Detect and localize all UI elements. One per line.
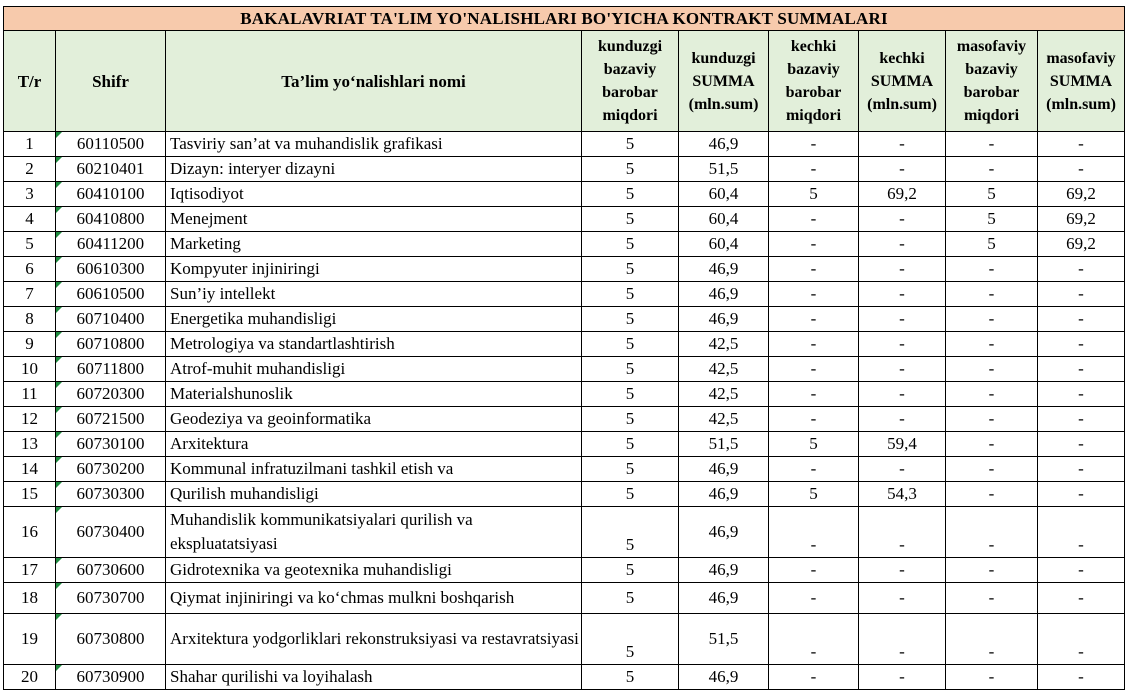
table-row [4, 157, 1125, 182]
dist-base-cell[interactable]: - [946, 457, 1038, 482]
day-sum-cell[interactable]: 60,4 [679, 207, 769, 232]
day-base-cell[interactable]: 5 [582, 132, 679, 157]
header-num[interactable]: T/r [4, 31, 56, 132]
header-eve-base[interactable]: kechki bazaviy barobar miqdori [769, 31, 859, 132]
code-cell[interactable]: 60210401 [56, 157, 166, 182]
day-sum-cell[interactable]: 46,9 [679, 558, 769, 583]
eve-sum-cell[interactable]: - [859, 157, 946, 182]
dist-sum-cell[interactable]: - [1038, 307, 1125, 332]
dist-sum-cell[interactable]: - [1038, 357, 1125, 382]
row-number-cell[interactable]: 9 [4, 332, 56, 357]
row-number-cell[interactable]: 5 [4, 232, 56, 257]
table-row [4, 282, 1125, 307]
dist-base-cell[interactable]: - [946, 558, 1038, 583]
dist-sum-cell[interactable]: - [1038, 432, 1125, 457]
day-base-cell[interactable]: 5 [582, 482, 679, 507]
name-cell[interactable]: Marketing [166, 232, 582, 257]
dist-base-cell[interactable]: - [946, 257, 1038, 282]
eve-sum-cell[interactable]: - [859, 232, 946, 257]
eve-sum-cell[interactable]: - [859, 665, 946, 690]
eve-base-cell[interactable]: - [769, 207, 859, 232]
eve-sum-cell[interactable]: - [859, 132, 946, 157]
day-sum-cell[interactable]: 42,5 [679, 332, 769, 357]
day-base-cell[interactable]: 5 [582, 558, 679, 583]
code-cell[interactable]: 60110500 [56, 132, 166, 157]
day-base-cell[interactable]: 5 [582, 282, 679, 307]
row-number-cell[interactable]: 12 [4, 407, 56, 432]
row-number-cell[interactable]: 6 [4, 257, 56, 282]
row-number-cell[interactable]: 15 [4, 482, 56, 507]
table-row [4, 614, 1125, 665]
name-cell[interactable]: Qurilish muhandisligi [166, 482, 582, 507]
dist-base-cell[interactable]: - [946, 507, 1038, 558]
day-sum-cell[interactable]: 46,9 [679, 507, 769, 558]
dist-sum-cell[interactable]: - [1038, 482, 1125, 507]
row-number-cell[interactable]: 14 [4, 457, 56, 482]
dist-base-cell[interactable]: - [946, 583, 1038, 614]
table-row [4, 307, 1125, 332]
eve-base-cell[interactable]: - [769, 665, 859, 690]
day-base-cell[interactable]: 5 [582, 432, 679, 457]
eve-sum-cell[interactable]: - [859, 558, 946, 583]
table-row [4, 232, 1125, 257]
day-sum-cell[interactable]: 42,5 [679, 407, 769, 432]
eve-base-cell[interactable]: - [769, 457, 859, 482]
eve-sum-cell[interactable]: - [859, 614, 946, 665]
eve-base-cell[interactable]: - [769, 332, 859, 357]
contract-amounts-table [3, 6, 1125, 690]
dist-sum-cell[interactable]: 69,2 [1038, 232, 1125, 257]
eve-base-cell[interactable]: - [769, 357, 859, 382]
eve-base-cell[interactable]: - [769, 157, 859, 182]
row-number-cell[interactable]: 16 [4, 507, 56, 558]
table-row [4, 357, 1125, 382]
row-number-cell[interactable]: 19 [4, 614, 56, 665]
dist-base-cell[interactable]: - [946, 157, 1038, 182]
code-cell[interactable]: 60730900 [56, 665, 166, 690]
eve-sum-cell[interactable]: - [859, 457, 946, 482]
eve-base-cell[interactable]: 5 [769, 182, 859, 207]
table-row [4, 482, 1125, 507]
day-sum-cell[interactable]: 42,5 [679, 382, 769, 407]
dist-sum-cell[interactable]: - [1038, 614, 1125, 665]
day-sum-cell[interactable]: 46,9 [679, 282, 769, 307]
row-number-cell[interactable]: 2 [4, 157, 56, 182]
eve-base-cell[interactable]: - [769, 407, 859, 432]
name-cell[interactable]: Qiymat injiniringi va ko‘chmas mulkni boshqarish [166, 583, 582, 614]
table-row [4, 583, 1125, 614]
day-base-cell[interactable]: 5 [582, 207, 679, 232]
code-cell[interactable]: 60411200 [56, 232, 166, 257]
dist-sum-cell[interactable]: - [1038, 407, 1125, 432]
name-cell[interactable]: Kommunal infratuzilmani tashkil etish va [166, 457, 582, 482]
dist-sum-cell[interactable]: - [1038, 558, 1125, 583]
eve-sum-cell[interactable]: - [859, 282, 946, 307]
eve-sum-cell[interactable]: 54,3 [859, 482, 946, 507]
day-sum-cell[interactable]: 51,5 [679, 614, 769, 665]
eve-sum-cell[interactable]: - [859, 207, 946, 232]
eve-sum-cell[interactable]: - [859, 307, 946, 332]
code-cell[interactable]: 60730600 [56, 558, 166, 583]
eve-base-cell[interactable]: - [769, 583, 859, 614]
table-row [4, 407, 1125, 432]
dist-sum-cell[interactable]: - [1038, 157, 1125, 182]
dist-base-cell[interactable]: - [946, 665, 1038, 690]
row-number-cell[interactable]: 17 [4, 558, 56, 583]
dist-sum-cell[interactable]: - [1038, 332, 1125, 357]
eve-sum-cell[interactable]: - [859, 257, 946, 282]
name-cell[interactable]: Energetika muhandisligi [166, 307, 582, 332]
day-base-cell[interactable]: 5 [582, 457, 679, 482]
code-cell[interactable]: 60710800 [56, 332, 166, 357]
dist-base-cell[interactable]: - [946, 614, 1038, 665]
eve-base-cell[interactable]: - [769, 257, 859, 282]
code-cell[interactable]: 60721500 [56, 407, 166, 432]
code-cell[interactable]: 60730800 [56, 614, 166, 665]
name-cell[interactable]: Menejment [166, 207, 582, 232]
code-cell[interactable]: 60710400 [56, 307, 166, 332]
eve-base-cell[interactable]: - [769, 507, 859, 558]
day-base-cell[interactable]: 5 [582, 157, 679, 182]
row-number-cell[interactable]: 20 [4, 665, 56, 690]
code-cell[interactable]: 60610300 [56, 257, 166, 282]
header-day-base[interactable]: kunduzgi bazaviy barobar miqdori [582, 31, 679, 132]
header-code[interactable]: Shifr [56, 31, 166, 132]
dist-base-cell[interactable]: 5 [946, 207, 1038, 232]
table-body [4, 132, 1125, 690]
table-row [4, 207, 1125, 232]
name-cell[interactable]: Atrof-muhit muhandisligi [166, 357, 582, 382]
day-sum-cell[interactable]: 60,4 [679, 182, 769, 207]
day-base-cell[interactable]: 5 [582, 357, 679, 382]
eve-sum-cell[interactable]: - [859, 357, 946, 382]
day-base-cell[interactable]: 5 [582, 182, 679, 207]
table-row [4, 507, 1125, 558]
dist-sum-cell[interactable]: - [1038, 132, 1125, 157]
table-row [4, 182, 1125, 207]
dist-sum-cell[interactable]: 69,2 [1038, 182, 1125, 207]
eve-base-cell[interactable]: - [769, 282, 859, 307]
name-cell[interactable]: Materialshunoslik [166, 382, 582, 407]
eve-base-cell[interactable]: 5 [769, 482, 859, 507]
dist-base-cell[interactable]: - [946, 132, 1038, 157]
header-day-sum[interactable]: kunduzgi SUMMA (mln.sum) [679, 31, 769, 132]
eve-sum-cell[interactable]: - [859, 382, 946, 407]
eve-base-cell[interactable]: - [769, 558, 859, 583]
name-cell[interactable]: Geodeziya va geoinformatika [166, 407, 582, 432]
code-cell[interactable]: 60730300 [56, 482, 166, 507]
row-number-cell[interactable]: 4 [4, 207, 56, 232]
dist-base-cell[interactable]: - [946, 357, 1038, 382]
name-cell[interactable]: Arxitektura [166, 432, 582, 457]
eve-sum-cell[interactable]: 69,2 [859, 182, 946, 207]
name-cell[interactable]: Iqtisodiyot [166, 182, 582, 207]
day-sum-cell[interactable]: 46,9 [679, 457, 769, 482]
day-sum-cell[interactable]: 46,9 [679, 307, 769, 332]
day-sum-cell[interactable]: 46,9 [679, 257, 769, 282]
table-row [4, 132, 1125, 157]
table-row [4, 332, 1125, 357]
day-sum-cell[interactable]: 51,5 [679, 157, 769, 182]
dist-base-cell[interactable]: 5 [946, 232, 1038, 257]
row-number-cell[interactable]: 3 [4, 182, 56, 207]
name-cell[interactable]: Arxitektura yodgorliklari rekonstruksiyasi va restavratsiyasi [166, 614, 582, 665]
eve-sum-cell[interactable]: - [859, 583, 946, 614]
day-base-cell[interactable]: 5 [582, 332, 679, 357]
day-sum-cell[interactable]: 60,4 [679, 232, 769, 257]
eve-base-cell[interactable]: - [769, 614, 859, 665]
day-base-cell[interactable]: 5 [582, 382, 679, 407]
dist-base-cell[interactable]: - [946, 407, 1038, 432]
eve-sum-cell[interactable]: 59,4 [859, 432, 946, 457]
dist-sum-cell[interactable]: - [1038, 382, 1125, 407]
header-dist-sum[interactable]: masofaviy SUMMA (mln.sum) [1038, 31, 1125, 132]
dist-sum-cell[interactable]: - [1038, 507, 1125, 558]
dist-base-cell[interactable]: - [946, 482, 1038, 507]
day-base-cell[interactable]: 5 [582, 614, 679, 665]
code-cell[interactable]: 60720300 [56, 382, 166, 407]
eve-sum-cell[interactable]: - [859, 407, 946, 432]
table-row [4, 457, 1125, 482]
dist-base-cell[interactable]: - [946, 382, 1038, 407]
day-base-cell[interactable]: 5 [582, 407, 679, 432]
day-base-cell[interactable]: 5 [582, 583, 679, 614]
code-cell[interactable]: 60410100 [56, 182, 166, 207]
name-cell[interactable]: Gidrotexnika va geotexnika muhandisligi [166, 558, 582, 583]
row-number-cell[interactable]: 10 [4, 357, 56, 382]
code-cell[interactable]: 60610500 [56, 282, 166, 307]
day-sum-cell[interactable]: 46,9 [679, 583, 769, 614]
row-number-cell[interactable]: 13 [4, 432, 56, 457]
day-sum-cell[interactable]: 46,9 [679, 132, 769, 157]
code-cell[interactable]: 60730100 [56, 432, 166, 457]
name-cell[interactable]: Tasviriy san’at va muhandislik grafikasi [166, 132, 582, 157]
row-number-cell[interactable]: 11 [4, 382, 56, 407]
day-sum-cell[interactable]: 46,9 [679, 482, 769, 507]
day-base-cell[interactable]: 5 [582, 307, 679, 332]
header-dist-base[interactable]: masofaviy bazaviy barobar miqdori [946, 31, 1038, 132]
header-name[interactable]: Ta’lim yo‘nalishlari nomi [166, 31, 582, 132]
spreadsheet-table-container [3, 6, 1124, 690]
name-cell[interactable]: Muhandislik kommunikatsiyalari qurilish va ekspluatatsiyasi [166, 507, 582, 558]
eve-base-cell[interactable]: - [769, 307, 859, 332]
dist-base-cell[interactable]: - [946, 332, 1038, 357]
table-row [4, 432, 1125, 457]
dist-sum-cell[interactable]: - [1038, 583, 1125, 614]
eve-base-cell[interactable]: - [769, 232, 859, 257]
code-cell[interactable]: 60730400 [56, 507, 166, 558]
dist-sum-cell[interactable]: - [1038, 665, 1125, 690]
row-number-cell[interactable]: 1 [4, 132, 56, 157]
table-row [4, 257, 1125, 282]
dist-base-cell[interactable]: - [946, 432, 1038, 457]
day-base-cell[interactable]: 5 [582, 232, 679, 257]
eve-base-cell[interactable]: 5 [769, 432, 859, 457]
row-number-cell[interactable]: 8 [4, 307, 56, 332]
table-row [4, 382, 1125, 407]
code-cell[interactable]: 60410800 [56, 207, 166, 232]
day-sum-cell[interactable]: 51,5 [679, 432, 769, 457]
eve-sum-cell[interactable]: - [859, 507, 946, 558]
code-cell[interactable]: 60711800 [56, 357, 166, 382]
row-number-cell[interactable]: 18 [4, 583, 56, 614]
name-cell[interactable]: Kompyuter injiniringi [166, 257, 582, 282]
table-row [4, 558, 1125, 583]
eve-sum-cell[interactable]: - [859, 332, 946, 357]
dist-sum-cell[interactable]: - [1038, 257, 1125, 282]
code-cell[interactable]: 60730200 [56, 457, 166, 482]
name-cell[interactable]: Shahar qurilishi va loyihalash [166, 665, 582, 690]
table-row [4, 665, 1125, 690]
dist-base-cell[interactable]: - [946, 282, 1038, 307]
day-base-cell[interactable]: 5 [582, 507, 679, 558]
day-sum-cell[interactable]: 46,9 [679, 665, 769, 690]
row-number-cell[interactable]: 7 [4, 282, 56, 307]
header-eve-sum[interactable]: kechki SUMMA (mln.sum) [859, 31, 946, 132]
eve-base-cell[interactable]: - [769, 382, 859, 407]
dist-base-cell[interactable]: - [946, 307, 1038, 332]
dist-sum-cell[interactable]: - [1038, 282, 1125, 307]
code-cell[interactable]: 60730700 [56, 583, 166, 614]
table-title[interactable]: BAKALAVRIAT TA'LIM YO'NALISHLARI BO'YICHA KONTRAKT SUMMALARI [4, 7, 1125, 31]
name-cell[interactable]: Dizayn: interyer dizayni [166, 157, 582, 182]
day-sum-cell[interactable]: 42,5 [679, 357, 769, 382]
dist-sum-cell[interactable]: - [1038, 457, 1125, 482]
dist-sum-cell[interactable]: 69,2 [1038, 207, 1125, 232]
eve-base-cell[interactable]: - [769, 132, 859, 157]
dist-base-cell[interactable]: 5 [946, 182, 1038, 207]
day-base-cell[interactable]: 5 [582, 665, 679, 690]
day-base-cell[interactable]: 5 [582, 257, 679, 282]
name-cell[interactable]: Sun’iy intellekt [166, 282, 582, 307]
name-cell[interactable]: Metrologiya va standartlashtirish [166, 332, 582, 357]
